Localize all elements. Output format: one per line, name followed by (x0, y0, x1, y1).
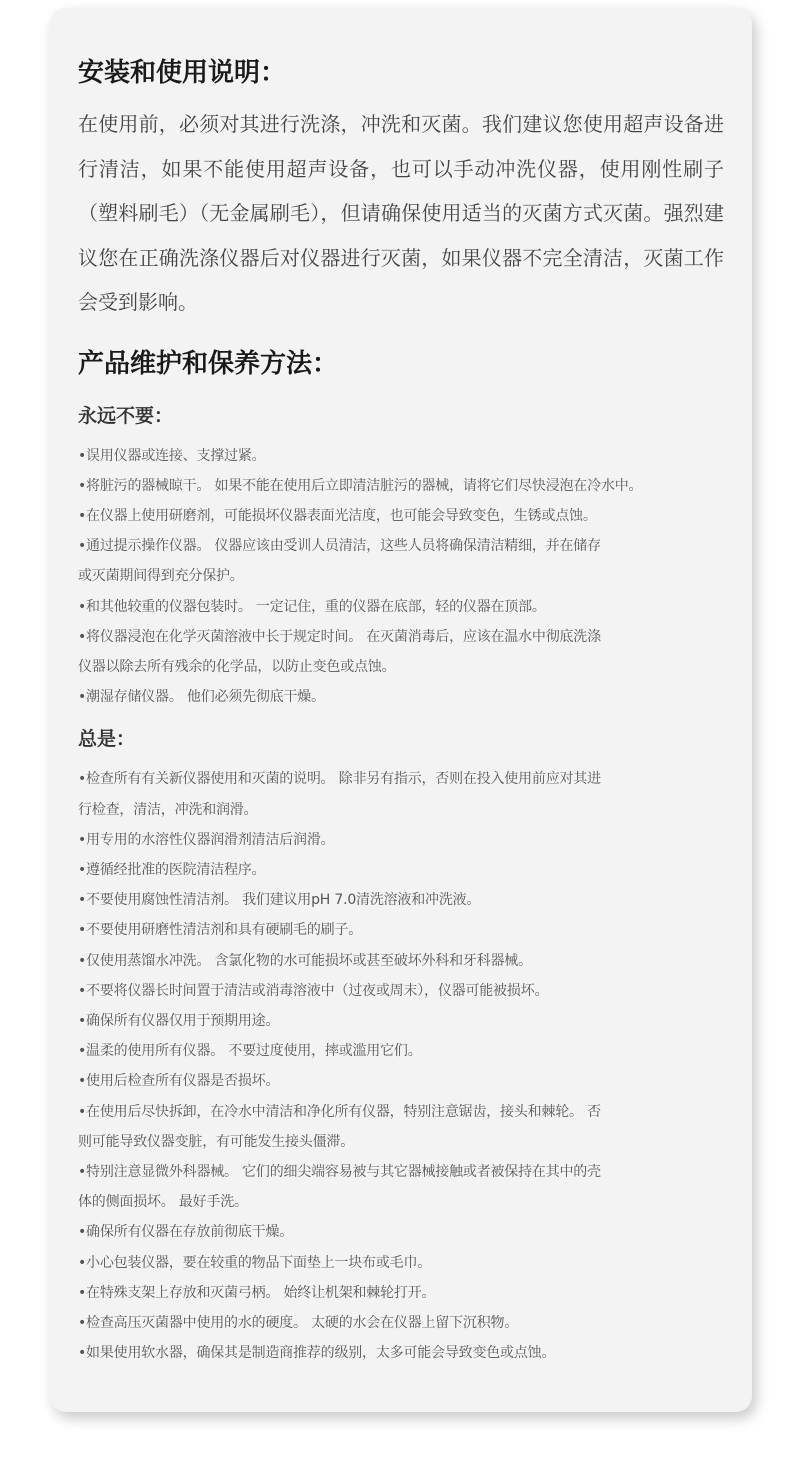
instructions-card (50, 8, 752, 1412)
install-title: 安装和使用说明： (78, 58, 287, 88)
list-item: •和其他较重的仪器包装时。 一定记住，重的仪器在底部，轻的仪器在顶部。 (78, 598, 546, 615)
list-item: •遵循经批准的医院清洁程序。 (78, 861, 266, 878)
list-item: •仅使用蒸馏水冲洗。 含氯化物的水可能损坏或甚至破坏外科和牙科器械。 (78, 952, 532, 969)
list-item: •将仪器浸泡在化学灭菌溶液中长于规定时间。 在灭菌消毒后，应该在温水中彻底洗涤 仪器以除去所有残余的化学品，以防止变色或点蚀。 (78, 628, 601, 675)
list-item: •不要使用腐蚀性清洁剂。 我们建议用pH 7.0清洗溶液和冲洗液。 (78, 892, 481, 909)
install-body: 在使用前，必须对其进行洗涤，冲洗和灭菌。我们建议您使用超声设备进行清洁，如果不能使用超声设备，也可以手动冲洗仪器，使用刚性刷子（塑料刷毛）（无金属刷毛），但请确保使用适当的灭菌方式灭菌。强烈建议您在正确洗涤仪器后对仪器进行灭菌，如果仪器不完全清洁，灭菌工作会受到影响。 (78, 112, 724, 314)
list-item: •检查高压灭菌器中使用的水的硬度。 太硬的水会在仪器上留下沉积物。 (78, 1314, 519, 1331)
list-item: •在仪器上使用研磨剂，可能损坏仪器表面光洁度，也可能会导致变色，生锈或点蚀。 (78, 507, 597, 524)
never-heading: 永远不要： (78, 404, 174, 427)
list-item: •小心包装仪器，要在较重的物品下面垫上一块布或毛巾。 (78, 1254, 432, 1271)
list-item: •温柔的使用所有仪器。 不要过度使用，摔或滥用它们。 (78, 1043, 422, 1060)
list-item: •确保所有仪器在存放前彻底干燥。 (78, 1224, 294, 1241)
always-heading: 总是： (78, 728, 136, 751)
list-item: •在特殊支架上存放和灭菌弓柄。 始终让机架和棘轮打开。 (78, 1284, 436, 1301)
list-item: •如果使用软水器，确保其是制造商推荐的级别，太多可能会导致变色或点蚀。 (78, 1345, 556, 1362)
list-item: •将脏污的器械晾干。 如果不能在使用后立即清洁脏污的器械，请将它们尽快浸泡在冷水中。 (78, 477, 643, 494)
care-title: 产品维护和保养方法： (78, 348, 339, 379)
list-item: •通过提示操作仪器。 仪器应该由受训人员清洁，这些人员将确保清洁精细，并在储存 或灭菌期间得到充分保护。 (78, 538, 601, 585)
list-item: •特别注意显微外科器械。 它们的细尖端容易被与其它器械接触或者被保持在其中的壳 体的侧面损坏。 最好手洗。 (78, 1163, 601, 1211)
always-list (78, 764, 724, 1368)
never-list (78, 441, 724, 713)
list-item: •使用后检查所有仪器是否损坏。 (78, 1073, 280, 1090)
list-item: •用专用的水溶性仪器润滑剂清洁后润滑。 (78, 831, 335, 848)
list-item: •不要将仪器长时间置于清洁或消毒溶液中（过夜或周末），仪器可能被损坏。 (78, 982, 549, 999)
list-item: •不要使用研磨性清洁剂和具有硬刷毛的刷子。 (78, 922, 363, 939)
list-item: •在使用后尽快拆卸，在冷水中清洁和净化所有仪器，特别注意锯齿，接头和棘轮。 否 则可能导致仪器变脏，有可能发生接头僵滞。 (78, 1103, 601, 1150)
list-item: •潮湿存储仪器。 他们必须先彻底干燥。 (78, 689, 325, 706)
list-item: •检查所有有关新仪器使用和灭菌的说明。 除非另有指示，否则在投入使用前应对其进 行检查，清洁，冲洗和润滑。 (78, 771, 601, 818)
list-item: •误用仪器或连接、支撑过紧。 (78, 447, 266, 464)
list-item: •确保所有仪器仅用于预期用途。 (78, 1012, 280, 1029)
